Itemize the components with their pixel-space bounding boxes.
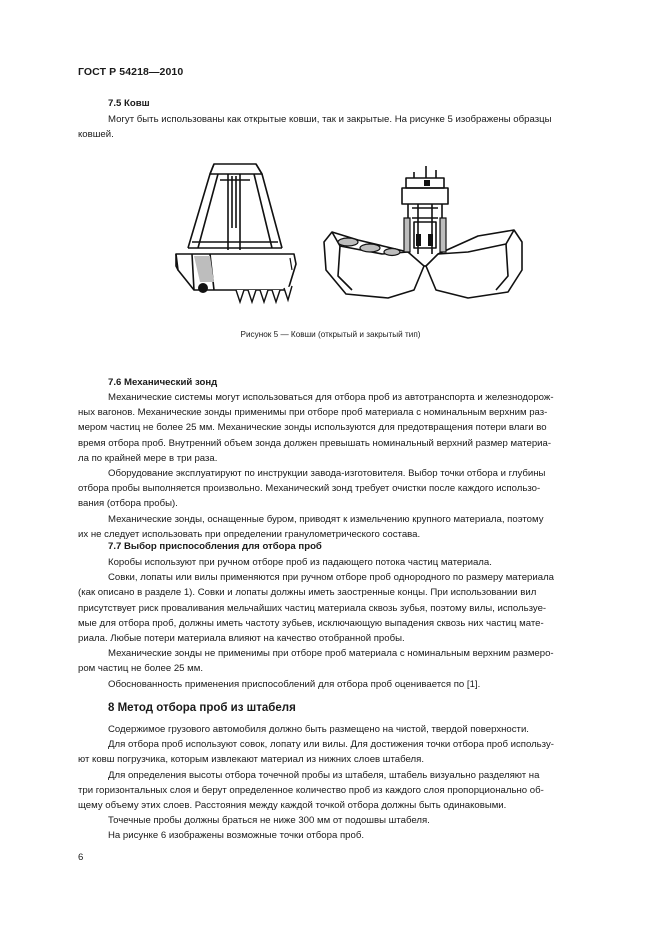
- text-line: Для определения высоты отбора точечной пробы из штабеля, штабель визуально разделяют на: [108, 769, 540, 781]
- text-line: ных вагонов. Механические зонды применимы при отборе проб материала с номинальным верхним раз-: [78, 407, 548, 419]
- text-line: их не следует использовать при определении гранулометрического состава.: [78, 528, 421, 540]
- section-8-title: 8 Метод отбора проб из штабеля: [108, 702, 296, 714]
- page-number: 6: [78, 852, 84, 863]
- text-line: Для отбора проб используют совок, лопату или вилы. Для достижения точки отбора проб использу-: [108, 739, 554, 751]
- text-line: время отбора проб. Внутренний объем зонда должен превышать номинальный верхний размер материа-: [78, 437, 552, 449]
- text-line: Механические системы могут использоваться для отбора проб из автотранспорта и железнодорож-: [108, 392, 554, 403]
- open-bucket-illustration: [170, 158, 310, 308]
- section-7-6-title: 7.6 Механический зонд: [108, 377, 218, 388]
- section-7-6-body: [78, 390, 610, 542]
- page-header-standard: ГОСТ Р 54218—2010: [78, 66, 184, 78]
- text-line: Обоснованность применения приспособлений для отбора проб оценивается по [1].: [108, 678, 481, 690]
- text-line: Коробы используют при ручном отборе проб из падающего потока частиц материала.: [108, 557, 492, 568]
- text-line: Механические зонды не применимы при отборе проб материала с номинальным верхним размеро-: [108, 648, 554, 660]
- text-line: мером частиц не более 25 мм. Механические зонды используются для предотвращения потери влаги во: [78, 422, 547, 434]
- figure-5-caption: Рисунок 5 — Ковши (открытый и закрытый тип): [240, 330, 421, 339]
- text-line: вания (отбора пробы).: [78, 498, 178, 510]
- text-line: ковшей.: [78, 129, 114, 141]
- text-line: Могут быть использованы как открытые ковши, так и закрытые. На рисунке 5 изображены образцы: [108, 114, 552, 125]
- section-7-5-title: 7.5 Ковш: [108, 98, 150, 109]
- closed-bucket-illustration: [318, 158, 528, 308]
- text-line: (как описано в разделе 1). Совки и лопаты должны иметь заостренные концы. При использовании вил: [78, 587, 537, 599]
- text-line: Точечные пробы должны браться не ниже 300 мм от подошвы штабеля.: [108, 815, 430, 827]
- text-line: Совки, лопаты или вилы применяются при ручном отборе проб однородного по размеру материала: [108, 572, 555, 584]
- text-line: ют ковш погрузчика, которым извлекают материал из нижних слоев штабеля.: [78, 754, 424, 766]
- text-line: риала. Любые потери материала влияют на качество отобранной пробы.: [78, 633, 405, 645]
- text-line: Механические зонды, оснащенные буром, приводят к измельчению крупного материала, поэтому: [108, 513, 544, 525]
- text-line: отбора пробы выполняется произвольно. Механический зонд требует очистки после каждого использо-: [78, 483, 541, 495]
- text-line: присутствует риск проваливания мельчайших частиц материала сквозь зубья, поэтому вилы, используе-: [78, 602, 547, 614]
- text-line: три горизонтальных слоя и берут определенное количество проб из каждого слоя пропорционально об-: [78, 784, 544, 796]
- text-line: щему объему этих слоев. Расстояния между каждой точкой отбора должны быть одинаковыми.: [78, 800, 507, 812]
- text-line: ром частиц не более 25 мм.: [78, 663, 204, 675]
- section-7-5-body: [78, 112, 610, 142]
- section-7-7-title: 7.7 Выбор приспособления для отбора проб: [108, 541, 322, 552]
- text-line: Содержимое грузового автомобиля должно быть размещено на чистой, твердой поверхности.: [108, 724, 529, 735]
- section-8-body: [78, 722, 610, 844]
- text-line: ла по крайней мере в три раза.: [78, 452, 218, 464]
- text-line: Оборудование эксплуатируют по инструкции завода-изготовителя. Выбор точки отбора и глубины: [108, 468, 546, 480]
- text-line: мые для отбора проб, должны иметь частоту зубьев, исключающую выпадения сквозь них частиц мате-: [78, 617, 544, 629]
- section-7-7-body: [78, 555, 610, 692]
- text-line: На рисунке 6 изображены возможные точки отбора проб.: [108, 830, 364, 842]
